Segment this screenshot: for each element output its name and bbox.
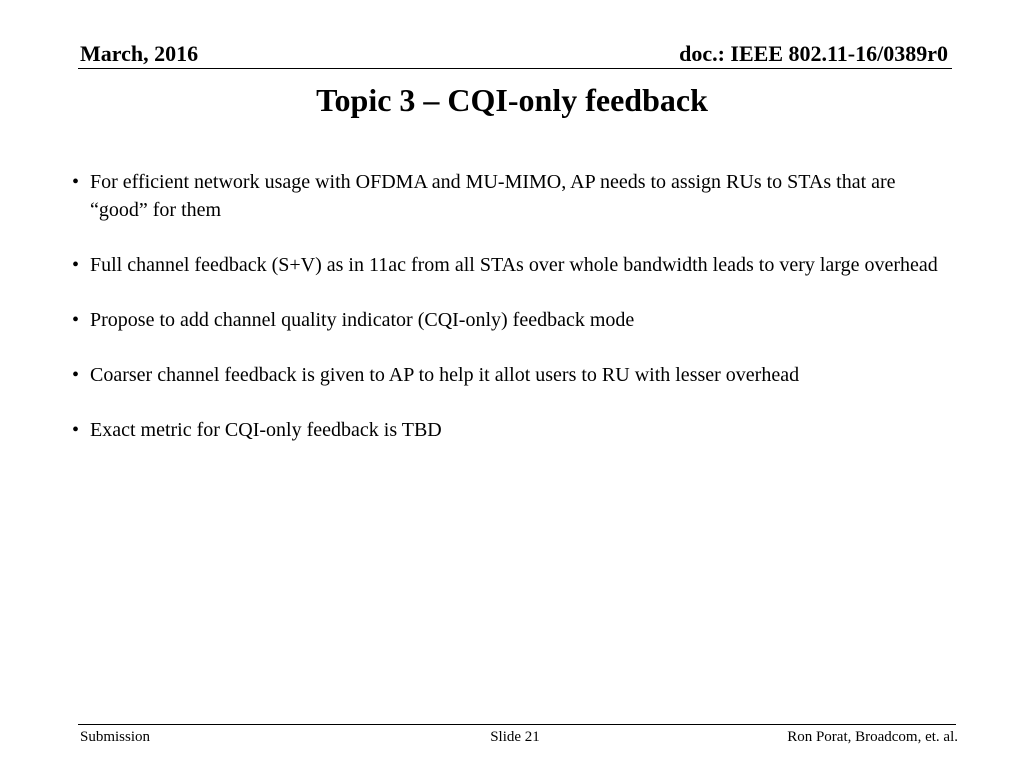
footer-submission: Submission [80,729,151,745]
bullet-text: Propose to add channel quality indicator (CQI-only) feedback mode [90,309,635,331]
footer-divider [78,724,956,725]
bullet-item [72,251,952,279]
bullet-text: For efficient network usage with OFDMA and MU-MIMO, AP needs to assign RUs to STAs that are “good” for them [90,171,896,221]
bullet-list [72,168,952,471]
bullet-dot-icon: • [72,171,80,193]
bullet-item [72,416,952,444]
bullet-item [72,361,952,389]
slide-title: Topic 3 – CQI-only feedback [316,82,708,118]
header-date: March, 2016 [80,41,199,66]
bullet-text: Coarser channel feedback is given to AP to help it allot users to RU with lesser overhead [90,364,800,386]
bullet-item [72,306,952,334]
header-doc-id: doc.: IEEE 802.11-16/0389r0 [679,41,948,66]
bullet-text: Full channel feedback (S+V) as in 11ac from all STAs over whole bandwidth leads to very large overhead [90,254,938,276]
bullet-dot-icon: • [72,364,80,386]
bullet-text: Exact metric for CQI-only feedback is TBD [90,419,442,441]
header-divider [78,68,952,69]
bullet-dot-icon: • [72,254,80,276]
footer-author: Ron Porat, Broadcom, et. al. [787,729,958,745]
bullet-dot-icon: • [72,419,80,441]
footer-slide-number: Slide 21 [490,729,540,745]
bullet-dot-icon: • [72,309,80,331]
bullet-item [72,168,952,224]
